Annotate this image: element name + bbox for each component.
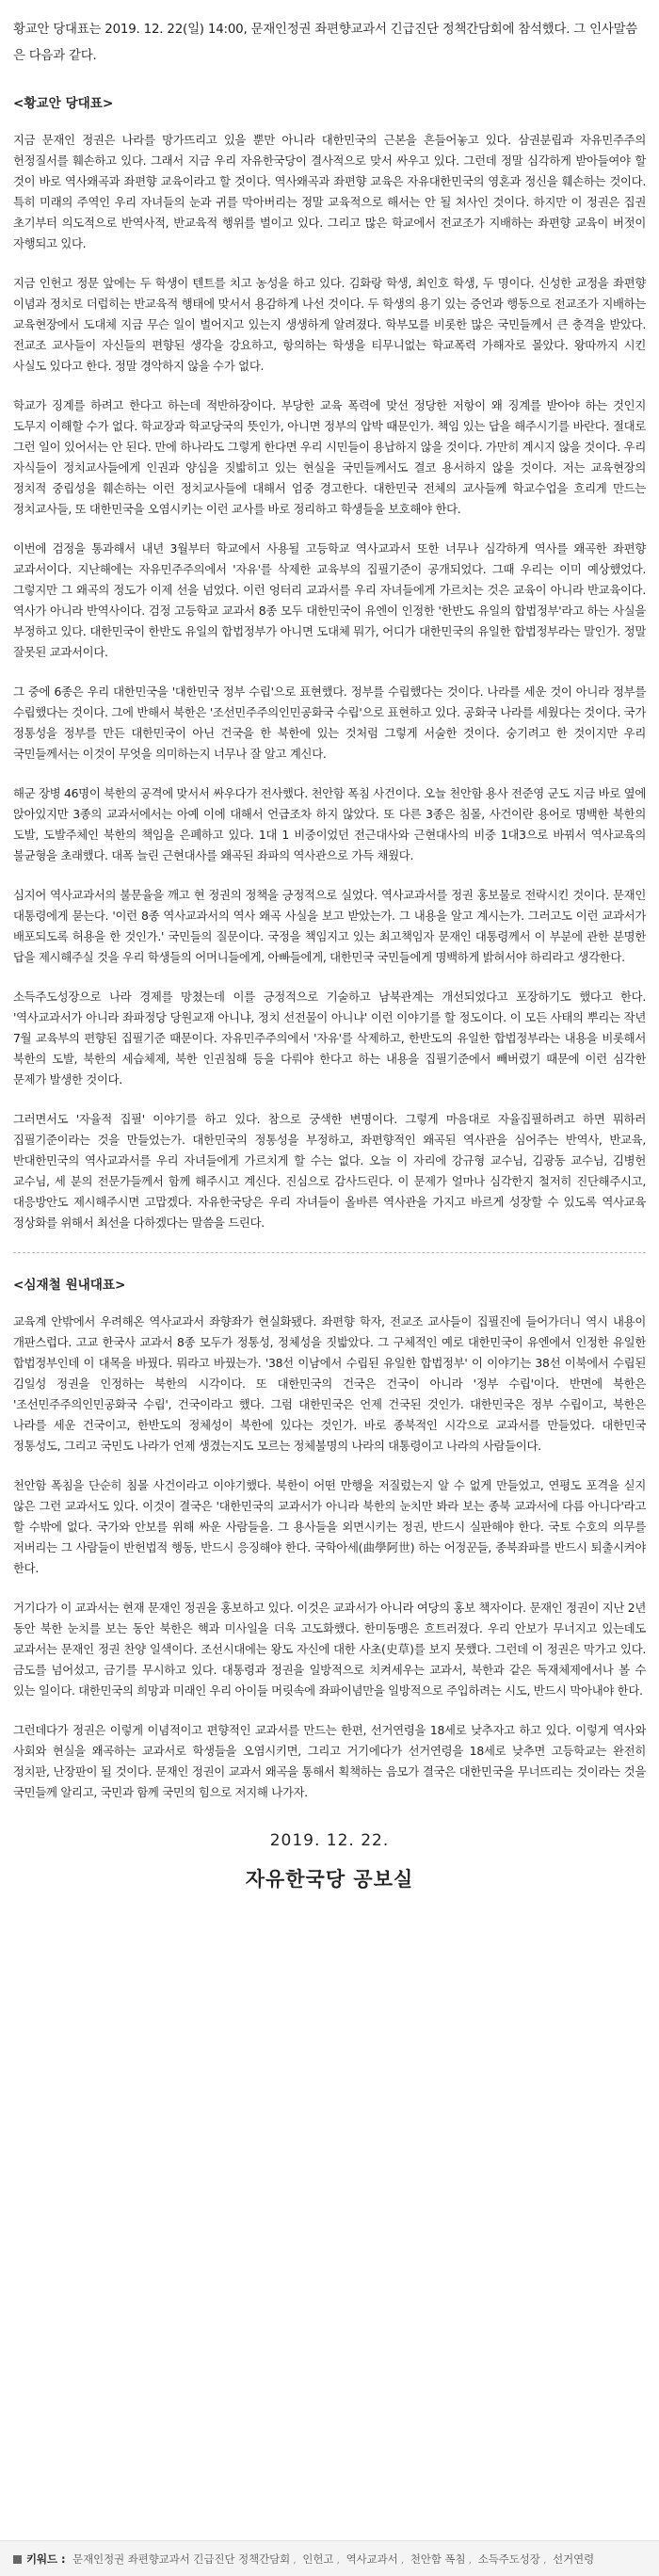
section-title: <황교안 당대표> bbox=[13, 96, 114, 111]
paragraph: 그런데다가 정권은 이렇게 이념적이고 편향적인 교과서를 만드는 한편, 선거연령을 18세로 낮추자고 하고 있다. 이렇게 역사와 사회와 현실을 왜곡하는 교과서로 학생들을 오염시키면, 그리고 거기에다가 선거연령을 18세로 낮추면 고등학교는 완전히 정치판, 난장판이 될 것이다. 문재인 정권이 교과서 왜곡을 통해서 획책하는 음모가 결국은 대한민국을 무너뜨리는 것이라는 것을 국민들께 알리고, 국민과 함께 국민의 힘으로 저지해 나가자. bbox=[13, 1723, 646, 1799]
keyword-link[interactable]: 소득주도성장 bbox=[477, 2552, 540, 2566]
section-hwang bbox=[13, 90, 646, 1233]
section-shim bbox=[13, 1272, 646, 1803]
keyword-label: 키워드 : bbox=[26, 2552, 66, 2566]
paragraph: 거기다가 이 교과서는 현재 문재인 정권을 홍보하고 있다. 이것은 교과서가 아니라 여당의 홍보 책자이다. 문재인 정권이 지난 2년 동안 북한 눈치를 보는 동안 북한은 핵과 미사일을 더욱 고도화했다. 한미동맹은 흐트러졌다. 우리 안보가 무너지고 있는데도 교과서는 문재인 정권 찬양 일색이다. 조선시대에는 왕도 자신에 대한 사초(史草)를 보지 못했다. 그런데 이 정권은 막가고 있다. 금도를 넘어섰고, 금기를 무시하고 있다. 대통령과 정권을 일방적으로 치켜세우는 교과서, 북한과 같은 독재체제에서나 볼 수 있는 일이다. 대한민국의 희망과 미래인 우리 아이들 머릿속에 좌파이념만을 일방적으로 주입하려는 시도, 반드시 막아내야 한다. bbox=[13, 1601, 646, 1698]
organization-name: 자유한국당 공보실 bbox=[245, 1868, 414, 1891]
paragraph: 지금 인헌고 정문 앞에는 두 학생이 텐트를 치고 농성을 하고 있다. 김화랑 학생, 최인호 학생, 두 명이다. 신성한 교정을 좌편향 이념과 정치로 더럽히는 반교육적 행태에 맞서서 용감하게 나선 것이다. 두 학생의 용기 있는 증언과 행동으로 전교조가 지배하는 교육현장에서 도대체 지금 무슨 일이 벌어지고 있는지 생생하게 알려졌다. 학부모를 비롯한 많은 국민들께서 큰 충격을 받았다. 전교조 교사들이 자신들의 편향된 생각을 강요하고, 항의하는 학생을 티무니없는 학교폭력 가해자로 몰았다. 왕따까지 시킨 사실도 있다고 한다. 정말 경악하지 않을 수가 없다. bbox=[13, 276, 646, 373]
keyword-icon bbox=[13, 2555, 22, 2564]
keyword-separator: , bbox=[336, 2552, 340, 2566]
paragraph: 교육계 안밖에서 우려해온 역사교과서 좌향좌가 현실화됐다. 좌편향 학자, 전교조 교사들이 집필진에 들어가더니 역시 내용이 개판스럽다. 고교 한국사 교과서 8종 모두가 정통성, 정체성을 짓밟았다. 그 구체적인 예로 대한민국이 유엔에서 인정한 유일한 합법정부인데 이 대목을 바꿨다. 뭐라고 바꿨는가. '38선 이남에서 수립된 유일한 합법정부' 이 이야기는 38선 이북에서 수립된 김일성 정권을 인정하는 북한의 시각이다. 또 대한민국의 건국은 건국이 아니라 '정부 수립'이다. 반면에 북한은 '조선민주주의인민공화국 수립', 건국이라고 했다. 그럼 대한민국은 언제 건국된 것인가. 대한민국은 정부 수립이고, 북한은 나라를 세운 건국이고, 한반도의 정체성이 북한에 있다는 것인가. 바로 종북적인 시각으로 교과서를 만들었다. 대한민국 정통성도, 그리고 국민도 나라가 언제 생겼는지도 모르는 정체불명의 나라의 대통령이고 나라의 사람들이다. bbox=[13, 1314, 646, 1453]
paragraph: 해군 장병 46명이 북한의 공격에 맞서서 싸우다가 전사했다. 천안함 폭침 사건이다. 오늘 천안함 용사 전준영 군도 지금 바로 옆에 앉아있지만 3종의 교과서에서는 아예 이에 대해서 언급조차 하지 않았다. 또 다른 3종은 침몰, 사건이란 용어로 명백한 북한의 도발, 도발주체인 북한의 책임을 은폐하고 있다. 1대 1 비중이었던 전근대사와 근현대사의 비중 1대3으로 바꿔서 역사교육의 불균형을 초래했다. 대폭 늘린 근현대사를 왜곡된 좌파의 역사관으로 가득 채웠다. bbox=[13, 786, 646, 862]
paragraph: 지금 문재인 정권은 나라를 망가뜨리고 있을 뿐만 아니라 대한민국의 근본을 흔들어놓고 있다. 삼권분립과 자유민주주의 헌정질서를 훼손하고 있다. 그래서 지금 우리 자유한국당이 결사적으로 맞서 싸우고 있다. 그런데 정말 심각하게 받아들여야 할 것이 바로 역사왜곡과 좌편향 교육이라고 할 것이다. 역사왜곡과 좌편향 교육은 자유대한민국의 영혼과 정신을 훼손하는 것이다. 특히 미래의 주역인 우리 자녀들의 눈과 귀를 막아버리는 정말 교육적으로 해서는 안 될 처사인 것이다. 하지만 이 정권은 집권 초기부터 의도적으로 반역사적, 반교육적 행위를 벌이고 있다. 그리고 많은 학교에서 전교조가 지배하는 좌편향 교육이 버젓이 자행되고 있다. bbox=[13, 133, 646, 250]
keyword-separator: , bbox=[542, 2552, 547, 2566]
section-title: <심재철 원내대표> bbox=[13, 1278, 126, 1293]
paragraph: 그 중에 6종은 우리 대한민국을 '대한민국 정부 수립'으로 표현했다. 정부를 수립했다는 것이다. 나라를 세운 것이 아니라 정부를 수립했다는 것이다. 그에 반해서 북한은 '조선민주주의인민공화국 수립'으로 표현하고 있다. 공화국 나라를 세웠다는 것이다. 국가 정통성을 정부를 만든 대한민국이 아닌 건국을 한 북한에 있는 것처럼 그렇게 서술한 것이다. 숭기려고 한 것이지만 우리 국민들께서는 이것이 무엇을 의미하는지 너무나 잘 알고 계신다. bbox=[13, 684, 646, 761]
keyword-link[interactable]: 선거연령 bbox=[553, 2552, 595, 2566]
paragraph: 그러면서도 '자율적 집필' 이야기를 하고 있다. 참으로 궁색한 변명이다. 그렇게 마음대로 자율집필하려고 하면 뭐하러 집필기준이라는 것을 만들었는가. 대한민국의 정통성을 부정하고, 좌편향적인 왜곡된 역사관을 심어주는 반역사, 반교육, 반대한민국의 역사교과서를 우리 자녀들에게 가르치게 할 수는 없다. 오늘 이 자리에 강규형 교수님, 김광동 교수님, 김병헌 교수님, 세 분의 전문가들께서 함께 해주시고 계신다. 진심으로 감사드린다. 이 문제가 얼마나 심각한지 철저히 진단해주시고, 대응방안도 제시해주시면 고맙겠다. 자유한국당은 우리 자녀들이 올바른 역사관을 가지고 바르게 성장할 수 있도록 역사교육 정상화를 위해서 최선을 다하겠다는 말씀을 드린다. bbox=[13, 1112, 646, 1230]
keyword-separator: , bbox=[468, 2552, 473, 2566]
paragraph: 이번에 검정을 통과해서 내년 3월부터 학교에서 사용될 고등학교 역사교과서 또한 너무나 심각하게 역사를 왜곡한 좌편향 교과서이다. 지난해에는 자유민주주의에서 '자유'를 삭제한 교육부의 집필기준이 공개되었다. 그때 우리는 이미 예상했었다. 그렇지만 그 왜곡의 정도가 이제 선을 넘었다. 이런 엉터리 교과서를 우리 자녀들에게 가르치는 것은 교육이 아니라 반교육이다. 역사가 아니라 반역사이다. 검정 고등학교 교과서 8종 모두 대한민국이 유엔이 인정한 '한반도 유일의 합법정부'라고 하는 사실을 부정하고 있다. 대한민국이 한반도 유일의 합법정부가 아니면 도대체 뭐가, 어디가 대한민국의 유일한 합법정부라는 말인가. 정말 잘못된 교과서이다. bbox=[13, 541, 646, 659]
keyword-link[interactable]: 인헌고 bbox=[302, 2552, 334, 2566]
paragraph: 심지어 역사교과서의 불문율을 깨고 현 정권의 정책을 긍정적으로 실었다. 역사교과서를 정권 홍보물로 전락시킨 것이다. 문재인 대통령에게 묻는다. '이런 8종 역사교과서의 역사 왜곡 사실을 보고 받았는가. 그 내용을 알고 계시는가. 그러고도 이런 교과서가 배포되도록 허용을 한 것인가.' 국민들의 질문이다. 국정을 책임지고 있는 최고책임자 문재인 대통령께서 이 부분에 관한 분명한 답을 제시해주실 것을 우리 학생들의 어머니들에게, 아빠들에게, 대한민국 국민들에게 명백하게 밝혀서야 하리라고 생각한다. bbox=[13, 888, 646, 964]
keyword-separator: , bbox=[400, 2552, 405, 2566]
section-divider bbox=[13, 1252, 646, 1253]
paragraph: 학교가 징계를 하려고 한다고 하는데 적반하장이다. 부당한 교육 폭력에 맞선 정당한 저항이 왜 징계를 받아야 하는 것인지 도무지 이해할 수가 없다. 학교장과 학교당국의 뜻인가, 아니면 정부의 압박 때문인가. 책임 있는 답을 해주시기를 바란다. 절대로 그런 일이 있어서는 안 된다. 만에 하나라도 그렇게 한다면 우리 시민들이 용납하지 않을 것이다. 가만히 계시지 않을 것이다. 우리 자식들이 정치교사들에게 인권과 양심을 짓밟히고 있는 현실을 국민들께서도 결코 용서하지 않을 것이다. 저는 교육현장의 정치적 중립성을 훼손하는 이런 정치교사들에 대해서 엄중 경고한다. 대한민국 전체의 교사들께 학교수업을 흐리게 만드는 정치교사들, 또 대한민국을 오염시키는 이런 교사를 바로 정리하고 학생들을 보호해야 한다. bbox=[13, 398, 646, 516]
paragraph: 천안함 폭침을 단순히 침몰 사건이라고 이야기했다. 북한이 어떤 만행을 저질렀는지 알 수 없게 만들었고, 연평도 포격을 싣지 않은 그런 교과서도 있다. 이것이 결국은 '대한민국의 교과서가 아니라 북한의 눈치만 봐라 보는 종북 교과서에 다름 아니다'라고 할 수밖에 없다. 국가와 안보를 위해 싸운 사람들을. 그 용사들을 외면시키는 정권, 반드시 실판해야 한다. 국토 수호의 의무를 저버리는 그 사람들이 반헌법적 행동, 반드시 응징해야 한다. 국학아세(曲學阿世) 하는 어정꾼들, 종북좌파를 반드시 퇴출시켜야 한다. bbox=[13, 1478, 646, 1575]
keyword-link[interactable]: 역사교과서 bbox=[346, 2552, 398, 2566]
intro-paragraph: 황교안 당대표는 2019. 12. 22(일) 14:00, 문재인정권 좌편향교과서 긴급진단 정책간담회에 참석했다. 그 인사말씀은 다음과 같다. bbox=[13, 23, 638, 63]
release-date: 2019. 12. 22. bbox=[269, 1831, 390, 1850]
keyword-link[interactable]: 문재인정권 좌편향교과서 긴급진단 정책간담회 bbox=[72, 2552, 291, 2566]
keyword-separator: , bbox=[293, 2552, 297, 2566]
keyword-bar bbox=[0, 2540, 659, 2576]
paragraph: 소득주도성장으로 나라 경제를 망쳤는데 이를 긍정적으로 기술하고 남북관계는 개선되었다고 포장하기도 했다고 한다. '역사교과서가 아니라 좌파정당 당원교재 아니냐, 정치 선전물이 아니냐' 이런 이야기를 할 정도이다. 이 모든 사태의 뿌리는 작년 7월 교육부의 편향된 집필기준 때문이다. 자유민주주의에서 '자유'를 삭제하고, 한반도의 유일한 합법정부라는 내용을 비롯해서 북한의 도발, 북한의 세습체제, 북한 인권침해 등을 다뤄야 한다고 하는 내용을 집필기준에서 빼버렸기 때문에 이런 심각한 문제가 발생한 것이다. bbox=[13, 990, 646, 1087]
keyword-link[interactable]: 천안함 폭침 bbox=[410, 2552, 466, 2566]
